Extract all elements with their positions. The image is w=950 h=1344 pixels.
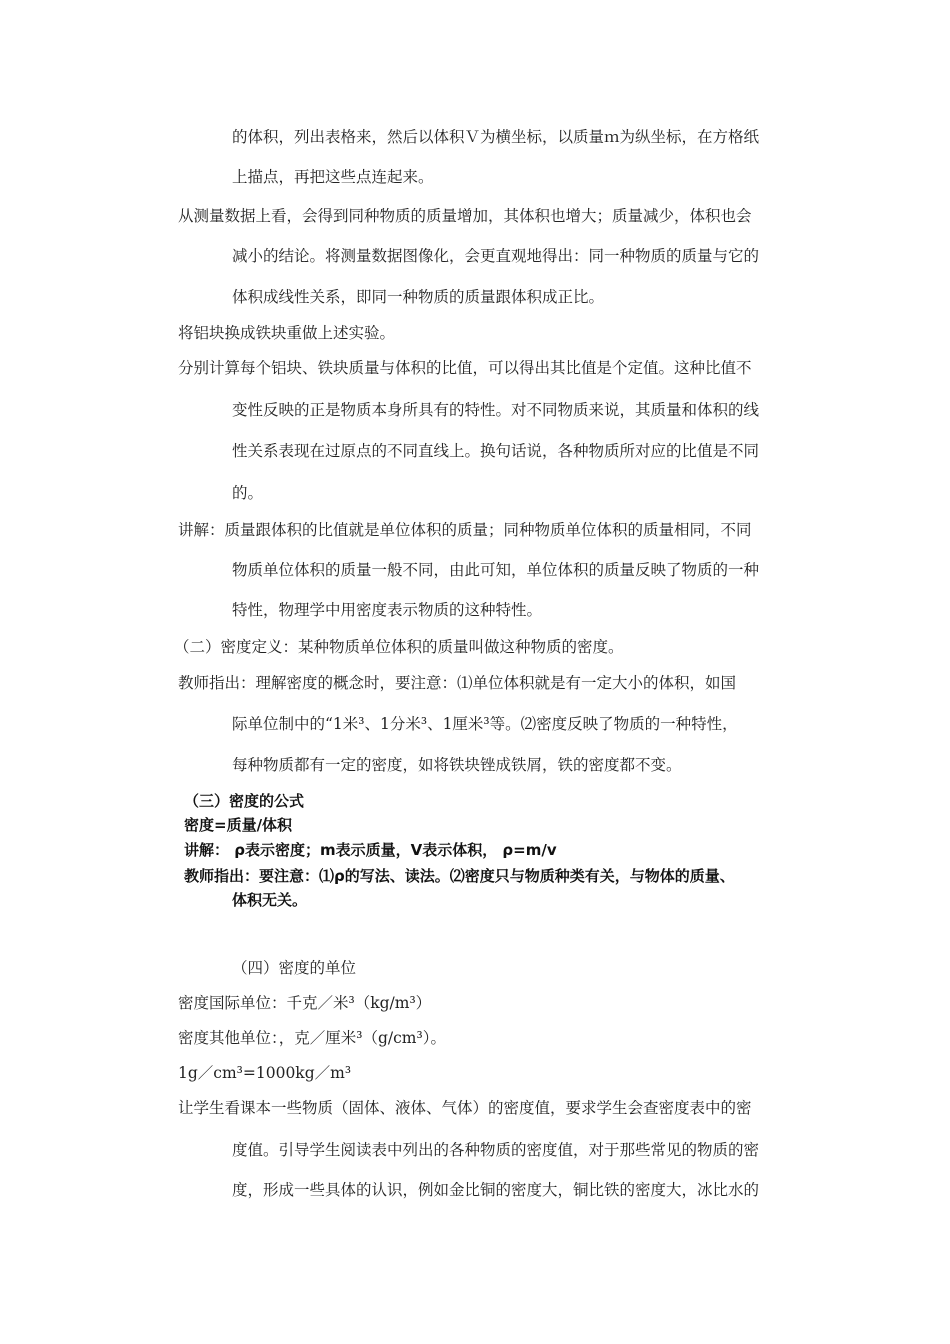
text-line: 讲解：质量跟体积的比值就是单位体积的质量；同种物质单位体积的质量相同，不同 <box>178 521 752 539</box>
text-line: 将铝块换成铁块重做上述实验。 <box>178 324 396 342</box>
text-line: 特性，物理学中用密度表示物质的这种特性。 <box>232 601 543 619</box>
text-line: 从测量数据上看，会得到同种物质的质量增加，其体积也增大；质量减少，体积也会 <box>178 207 752 225</box>
section-heading: （四）密度的单位 <box>232 959 357 977</box>
text-line: 的体积，列出表格来，然后以体积Ｖ为横坐标，以质量ｍ为纵坐标，在方格纸 <box>232 128 760 146</box>
text-line: 密度国际单位：千克／米³（kg/m³） <box>178 994 432 1012</box>
text-line: 物质单位体积的质量一般不同，由此可知，单位体积的质量反映了物质的一种 <box>232 561 760 579</box>
text-line: 的。 <box>232 484 264 502</box>
text-line: 教师指出：理解密度的概念时，要注意：⑴单位体积就是有一定大小的体积，如国 <box>178 674 737 692</box>
section-heading: （二）密度定义：某种物质单位体积的质量叫做这种物质的密度。 <box>174 638 624 656</box>
formula-line: 密度=质量/体积 <box>184 816 293 834</box>
text-line: 教师指出：要注意：⑴ρ的写法、读法。⑵密度只与物质种类有关，与物体的质量、 <box>184 867 735 885</box>
text-line: 体积无关。 <box>232 891 308 909</box>
text-line: 性关系表现在过原点的不同直线上。换句话说，各种物质所对应的比值是不同 <box>232 442 760 460</box>
text-line: 讲解： ρ表示密度；m表示质量，V表示体积， ρ=m/v <box>184 841 557 859</box>
text-line: 上描点，再把这些点连起来。 <box>232 168 434 186</box>
text-line: 分别计算每个铝块、铁块质量与体积的比值，可以得出其比值是个定值。这种比值不 <box>178 359 752 377</box>
text-line: 度值。引导学生阅读表中列出的各种物质的密度值，对于那些常见的物质的密 <box>232 1141 760 1159</box>
formula-line: 1g／cm³=1000kg／m³ <box>178 1064 352 1082</box>
text-line: 体积成线性关系，即同一种物质的质量跟体积成正比。 <box>232 288 605 306</box>
text-line: 变性反映的正是物质本身所具有的特性。对不同物质来说，其质量和体积的线 <box>232 401 760 419</box>
text-line: 减小的结论。将测量数据图像化，会更直观地得出：同一种物质的质量与它的 <box>232 247 760 265</box>
text-line: 让学生看课本一些物质（固体、液体、气体）的密度值，要求学生会查密度表中的密 <box>178 1099 752 1117</box>
section-heading: （三）密度的公式 <box>184 792 305 810</box>
text-line: 度，形成一些具体的认识，例如金比铜的密度大，铜比铁的密度大，冰比水的 <box>232 1181 760 1199</box>
text-line: 密度其他单位：，克／厘米³（g/cm³）。 <box>178 1029 446 1047</box>
text-line: 每种物质都有一定的密度，如将铁块锉成铁屑，铁的密度都不变。 <box>232 756 682 774</box>
text-line: 际单位制中的“1米³、1分米³、1厘米³等。⑵密度反映了物质的一种特性， <box>232 715 738 733</box>
